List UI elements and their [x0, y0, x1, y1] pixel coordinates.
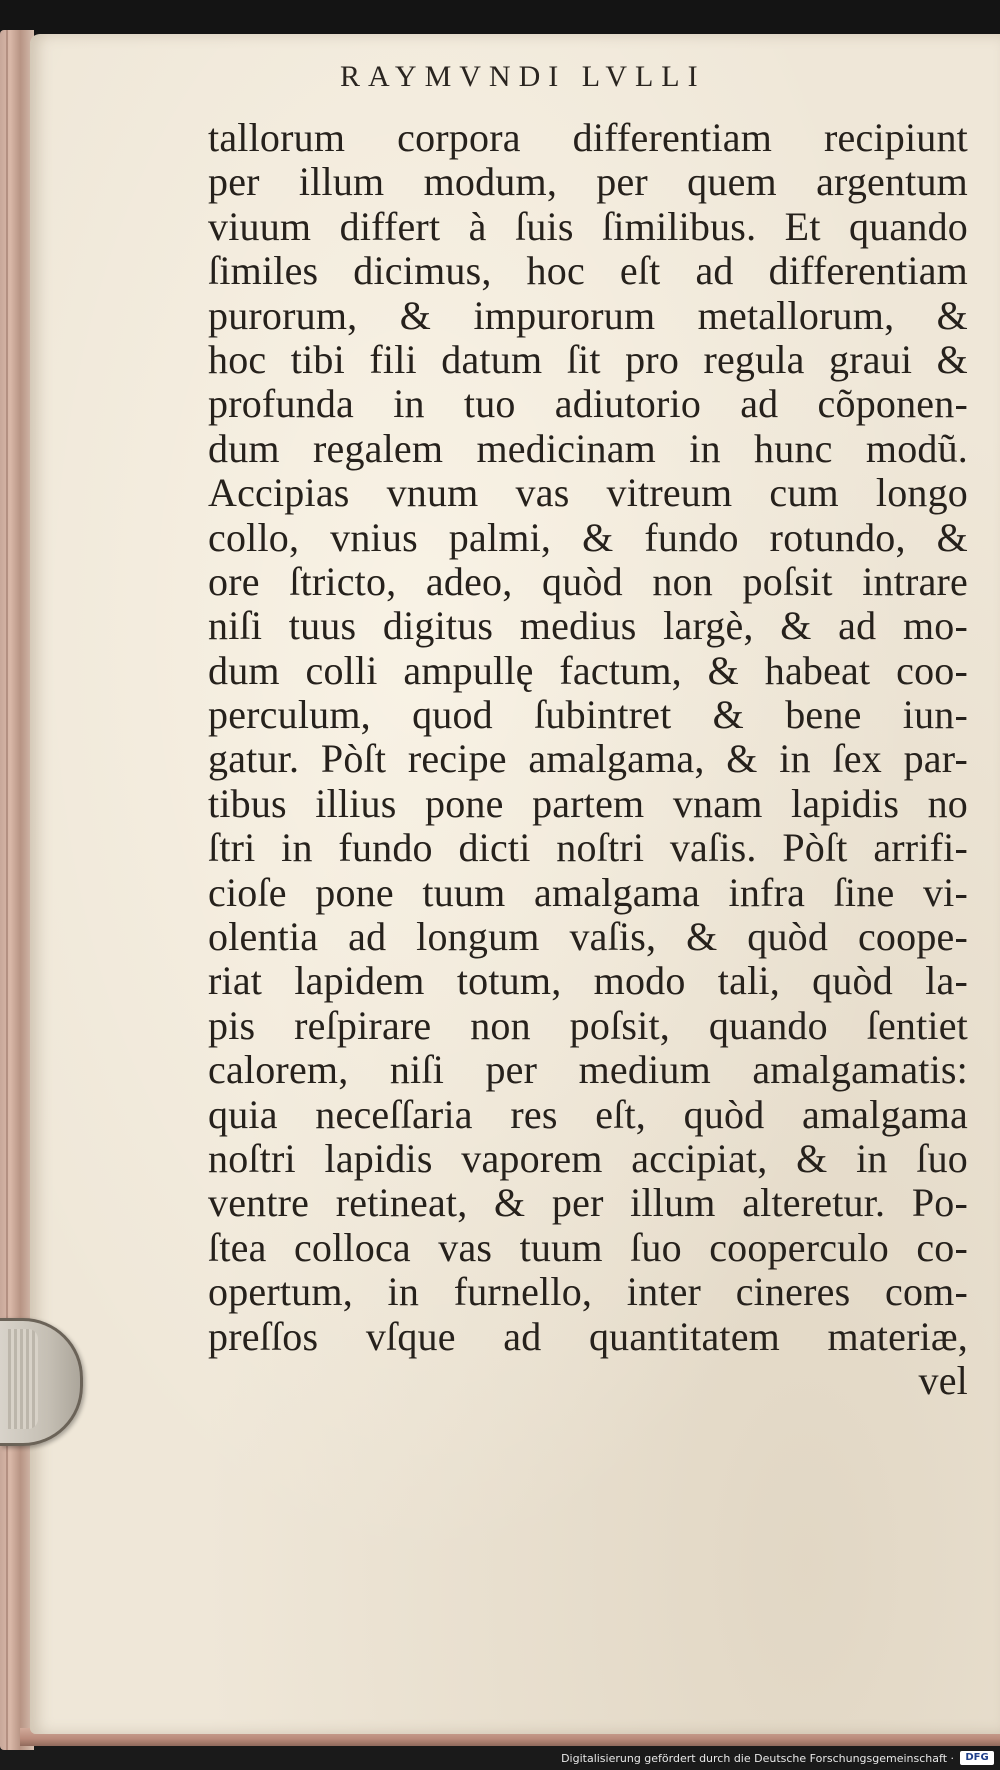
text-line: riat lapidem totum, modo tali, quòd la-	[208, 958, 968, 1004]
text-line: ſtea colloca vas tuum ſuo cooperculo co-	[208, 1224, 968, 1270]
body-text	[208, 116, 968, 1403]
text-line: ore ſtricto, adeo, quòd non poſsit intrare	[208, 558, 968, 604]
text-line: cioſe pone tuum amalgama infra ſine vi-	[208, 869, 968, 915]
text-line: tallorum corpora differentiam recipiunt	[208, 115, 968, 160]
digitization-credit: Digitalisierung gefördert durch die Deutsche Forschungsgemeinschaft ·	[561, 1752, 954, 1765]
text-line: per illum modum, per quem argentum	[208, 159, 968, 205]
text-line: quia neceſſaria res eſt, quòd amalgama	[208, 1091, 968, 1137]
text-line: ſtri in fundo dicti noſtri vaſis. Pòſt arrifi-	[208, 825, 968, 871]
text-line: ventre retineat, & per illum alteretur. Po-	[208, 1180, 968, 1226]
text-line: dum colli ampullę factum, & habeat coo-	[208, 647, 968, 693]
text-line: pis reſpirare non poſsit, quando ſentiet	[208, 1002, 968, 1048]
running-head: RAYMVNDI LVLLI	[340, 60, 706, 93]
text-line: tibus illius pone partem vnam lapidis no	[208, 780, 968, 826]
text-line: olentia ad longum vaſis, & quòd coope-	[208, 914, 968, 960]
text-line: preſſos vſque ad quantitatem materiæ,	[208, 1313, 968, 1359]
page-stack-edge	[0, 30, 34, 1750]
text-line: opertum, in furnello, inter cineres com-	[208, 1269, 968, 1315]
text-line: dum regalem medicinam in hunc modũ.	[208, 425, 968, 471]
text-line: collo, vnius palmi, & fundo rotundo, &	[208, 514, 968, 560]
text-line: purorum, & impurorum metallorum, &	[208, 292, 968, 338]
scanner-backdrop	[0, 0, 1000, 38]
text-line: vel	[918, 1357, 968, 1403]
text-line: viuum differt à ſuis ſimilibus. Et quando	[208, 203, 968, 249]
text-line: calorem, niſi per medium amalgamatis:	[208, 1047, 968, 1093]
text-line: Accipias vnum vas vitreum cum longo	[208, 470, 968, 516]
text-line: ſimiles dicimus, hoc eſt ad differentiam	[208, 248, 968, 294]
text-line: profunda in tuo adiutorio ad cõponen-	[208, 381, 968, 427]
text-line: hoc tibi fili datum ſit pro regula graui &	[208, 336, 968, 382]
text-line: gatur. Pòſt recipe amalgama, & in ſex par-	[208, 736, 968, 782]
text-line: perculum, quod ſubintret & bene iun-	[208, 692, 968, 738]
text-line: noſtri lapidis vaporem accipiat, & in ſuo	[208, 1135, 968, 1181]
text-line: niſi tuus digitus medius largè, & ad mo-	[208, 603, 968, 649]
dfg-logo: DFG	[960, 1751, 994, 1765]
